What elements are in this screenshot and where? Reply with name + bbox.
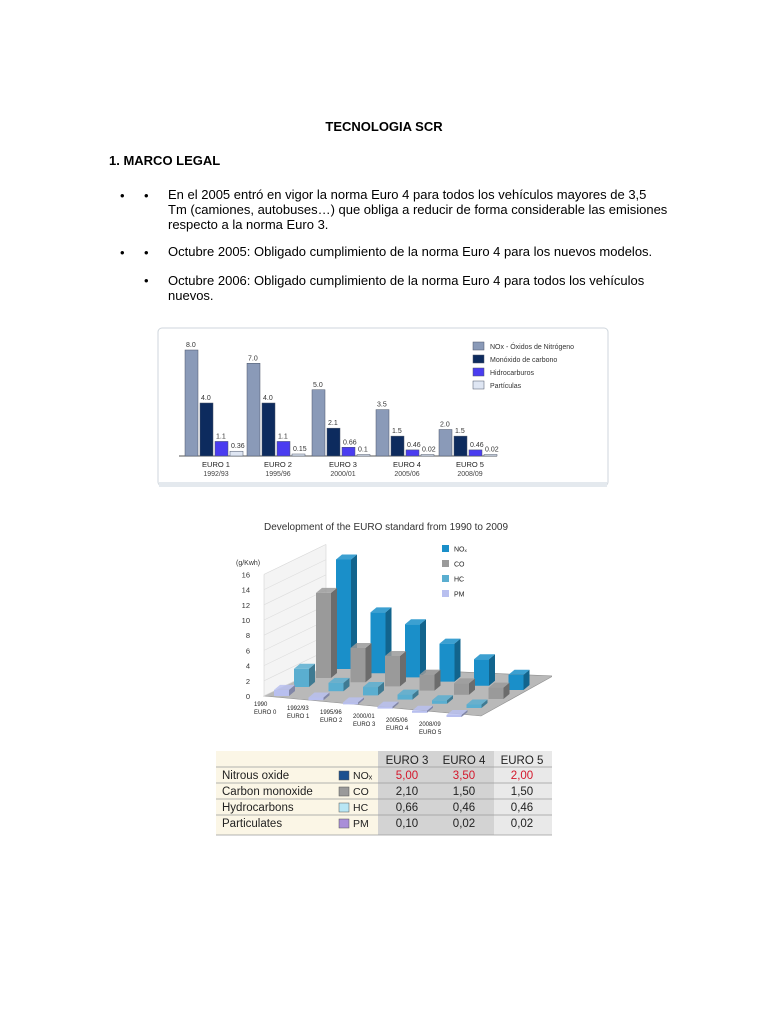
table-cell: 5,00 xyxy=(395,770,419,782)
x-tick-sublabel: EURO 4 xyxy=(386,726,409,732)
legend-swatch xyxy=(442,590,449,597)
y-tick-label: 6 xyxy=(245,646,250,656)
data-label: 0.36 xyxy=(231,443,245,451)
legend-swatch xyxy=(442,560,449,567)
bar xyxy=(439,430,452,457)
bar-front xyxy=(405,624,420,677)
bar-front xyxy=(274,690,289,696)
data-label: 3.5 xyxy=(377,401,387,409)
table-cell: 0,46 xyxy=(452,802,476,814)
bar xyxy=(342,447,355,456)
data-label: 4.0 xyxy=(201,395,211,402)
data-label: 2.1 xyxy=(328,420,338,428)
legend-swatch xyxy=(473,381,484,389)
y-tick-label: 12 xyxy=(241,600,250,610)
data-label: 0.1 xyxy=(358,446,368,454)
table-header: EURO 3 xyxy=(385,755,429,767)
x-tick-label: 2000/01 xyxy=(353,714,375,720)
legend-swatch xyxy=(473,342,484,350)
table-code: CO xyxy=(353,786,369,798)
document-title: TECNOLOGIA SCR xyxy=(325,119,443,134)
bar-front xyxy=(371,612,386,673)
bar xyxy=(277,441,290,456)
y-tick-label: 10 xyxy=(241,616,250,625)
bar-3d xyxy=(440,639,461,682)
legend-label: PM xyxy=(454,591,465,599)
chart-shadow xyxy=(159,482,607,487)
table-swatch xyxy=(339,787,349,796)
data-label: 7.0 xyxy=(248,355,258,363)
bar xyxy=(406,450,419,456)
table-cell: 2,10 xyxy=(395,786,419,798)
bar xyxy=(215,441,228,456)
bar-front xyxy=(294,669,309,687)
bar-front xyxy=(474,659,489,686)
bar xyxy=(230,451,243,456)
bar-front xyxy=(351,648,366,682)
legend-swatch xyxy=(473,368,484,376)
category-label: EURO 4 xyxy=(393,460,421,469)
y-tick-label: 14 xyxy=(241,585,250,595)
data-label: 1.5 xyxy=(392,428,402,436)
bar-3d xyxy=(294,664,315,687)
bullet-text-1: En el 2005 entró en vigor la norma Euro 4 para todos los vehículos mayores de 3,5 Tm (camiones, autobuses…) que obliga a reducir de forma considerable las emisiones respecto a la norma Euro 3. xyxy=(168,187,668,232)
table-cell: 0,02 xyxy=(452,818,476,830)
category-label: EURO 5 xyxy=(456,460,484,469)
data-label: 2.0 xyxy=(440,421,450,429)
table-code: HC xyxy=(353,802,369,814)
bar xyxy=(391,436,404,456)
legend-label: NOₓ xyxy=(454,546,467,554)
y-tick-label: 4 xyxy=(245,661,250,671)
category-sublabel: 2005/06 xyxy=(394,471,420,478)
legend-swatch xyxy=(442,545,449,552)
legend-label: HC xyxy=(454,576,465,584)
bar-front xyxy=(385,656,400,686)
y-tick-label: 2 xyxy=(245,676,250,686)
data-label: 0.02 xyxy=(422,446,436,454)
x-tick-sublabel: EURO 0 xyxy=(254,710,277,716)
bar-3d xyxy=(385,651,406,686)
table-cell: 3,50 xyxy=(452,770,476,782)
category-sublabel: 2000/01 xyxy=(330,471,356,478)
bar-front xyxy=(454,683,469,694)
legend-label: NOx - Óxidos de Nitrógeno xyxy=(490,344,575,351)
bar xyxy=(200,403,213,456)
y-tick-label: 16 xyxy=(241,570,250,580)
x-tick-sublabel: EURO 3 xyxy=(353,722,376,728)
bar-side xyxy=(420,619,426,677)
bar xyxy=(185,350,198,456)
table-row-label: Particulates xyxy=(222,818,283,830)
bar xyxy=(484,455,497,457)
x-tick-sublabel: EURO 1 xyxy=(287,714,310,720)
table-swatch xyxy=(339,771,349,780)
table-code: NOₓ xyxy=(353,770,373,782)
bar-front xyxy=(363,687,378,695)
table-swatch xyxy=(339,819,349,828)
data-label: 0.46 xyxy=(407,441,421,449)
table-header: EURO 5 xyxy=(500,755,544,767)
legend-swatch xyxy=(442,575,449,582)
data-label: 0.46 xyxy=(470,441,484,449)
bar-3d xyxy=(405,619,426,677)
euro-development-3d-chart xyxy=(216,515,552,837)
bar-front xyxy=(316,593,331,678)
table-cell: 0,10 xyxy=(395,818,419,830)
table-row-label: Nitrous oxide xyxy=(222,770,290,782)
bar-side xyxy=(400,651,406,686)
legend-label: Hidrocarburos xyxy=(490,370,534,377)
x-tick-sublabel: EURO 5 xyxy=(419,730,442,736)
legend-swatch xyxy=(473,355,484,363)
bullet-text-2: Octubre 2005: Obligado cumplimiento de la norma Euro 4 para los nuevos modelos. xyxy=(168,244,653,259)
bar-front xyxy=(343,702,358,704)
table-cell: 0,46 xyxy=(510,802,534,814)
y-tick-label: 8 xyxy=(245,631,250,641)
bar-side xyxy=(489,654,495,686)
table-cell: 1,50 xyxy=(510,786,534,798)
bar-front xyxy=(309,697,324,700)
category-label: EURO 3 xyxy=(329,460,357,469)
x-tick-label: 2008/09 xyxy=(419,722,441,728)
bar-3d xyxy=(489,683,510,699)
y-axis-label: (g/Kwh) xyxy=(236,560,261,567)
bar xyxy=(312,390,325,456)
legend-label: Partículas xyxy=(490,383,522,390)
x-tick-label: 1995/96 xyxy=(320,710,342,716)
table-swatch xyxy=(339,803,349,812)
category-label: EURO 1 xyxy=(202,460,230,469)
bar-side xyxy=(455,639,461,682)
bullet-text-3: Octubre 2006: Obligado cumplimiento de la norma Euro 4 para todos los vehículos nuevos. xyxy=(168,273,645,303)
bar-side xyxy=(331,588,337,678)
table-cell: 1,50 xyxy=(452,786,476,798)
data-label: 0.66 xyxy=(343,439,357,447)
table-row-label: Hydrocarbons xyxy=(222,802,294,814)
category-sublabel: 1995/96 xyxy=(265,471,291,478)
bar-front xyxy=(412,711,427,713)
bullet-inner: • xyxy=(144,245,149,260)
bar-front xyxy=(329,683,344,691)
category-label: EURO 2 xyxy=(264,460,292,469)
chart-title: Development of the EURO standard from 1990 to 2009 xyxy=(263,522,509,533)
data-label: 4.0 xyxy=(263,395,273,402)
legend-label: CO xyxy=(454,561,465,569)
bar-3d xyxy=(509,670,530,690)
bar xyxy=(454,436,467,456)
bar-front xyxy=(467,705,482,708)
x-tick-label: 2005/06 xyxy=(386,718,408,724)
table-cell: 2,00 xyxy=(510,770,534,782)
euro-emissions-bar-chart xyxy=(157,327,609,489)
bar-front xyxy=(378,707,393,709)
data-label: 1.1 xyxy=(216,433,226,441)
data-label: 8.0 xyxy=(186,342,196,349)
data-label: 0.02 xyxy=(485,446,499,454)
bar xyxy=(357,455,370,457)
bar-3d xyxy=(454,678,475,694)
bar-front xyxy=(489,688,504,699)
legend-label: Monóxido de carbono xyxy=(490,357,558,364)
bar-front xyxy=(509,675,524,690)
bullet-inner: • xyxy=(144,273,149,288)
bar-3d xyxy=(474,654,495,686)
bar-side xyxy=(366,643,372,682)
bar xyxy=(327,428,340,456)
bar-front xyxy=(432,700,447,703)
bar xyxy=(247,363,260,456)
data-label: 1.1 xyxy=(278,433,288,441)
y-tick-label: 0 xyxy=(245,692,250,701)
bar xyxy=(376,410,389,456)
bar xyxy=(421,455,434,457)
x-tick-label: 1990 xyxy=(254,702,268,708)
bar xyxy=(262,403,275,456)
category-sublabel: 1992/93 xyxy=(203,471,229,478)
x-tick-sublabel: EURO 2 xyxy=(320,718,343,724)
table-code: PM xyxy=(353,818,369,830)
bar-front xyxy=(336,560,351,669)
data-label: 1.5 xyxy=(455,428,465,436)
table-cell: 0,66 xyxy=(395,802,419,814)
data-label: 5.0 xyxy=(313,381,323,389)
bar-front xyxy=(440,644,455,682)
table-cell: 0,02 xyxy=(510,818,534,830)
bullet-outer: • xyxy=(120,245,125,260)
category-sublabel: 2008/09 xyxy=(457,471,483,478)
bar-front xyxy=(420,675,435,691)
bar xyxy=(292,454,305,456)
bar-3d xyxy=(351,643,372,682)
bar-3d xyxy=(420,670,441,691)
bullet-inner: • xyxy=(144,188,149,203)
bar-front xyxy=(398,695,413,700)
data-label: 0.15 xyxy=(293,446,307,454)
bullet-outer: • xyxy=(120,188,125,203)
table-header: EURO 4 xyxy=(442,755,486,767)
bar-3d xyxy=(316,588,337,678)
table-row-label: Carbon monoxide xyxy=(222,786,313,798)
bar-front xyxy=(447,715,462,717)
section-heading: 1. MARCO LEGAL xyxy=(109,153,221,168)
x-tick-label: 1992/93 xyxy=(287,706,309,712)
bar xyxy=(469,450,482,456)
